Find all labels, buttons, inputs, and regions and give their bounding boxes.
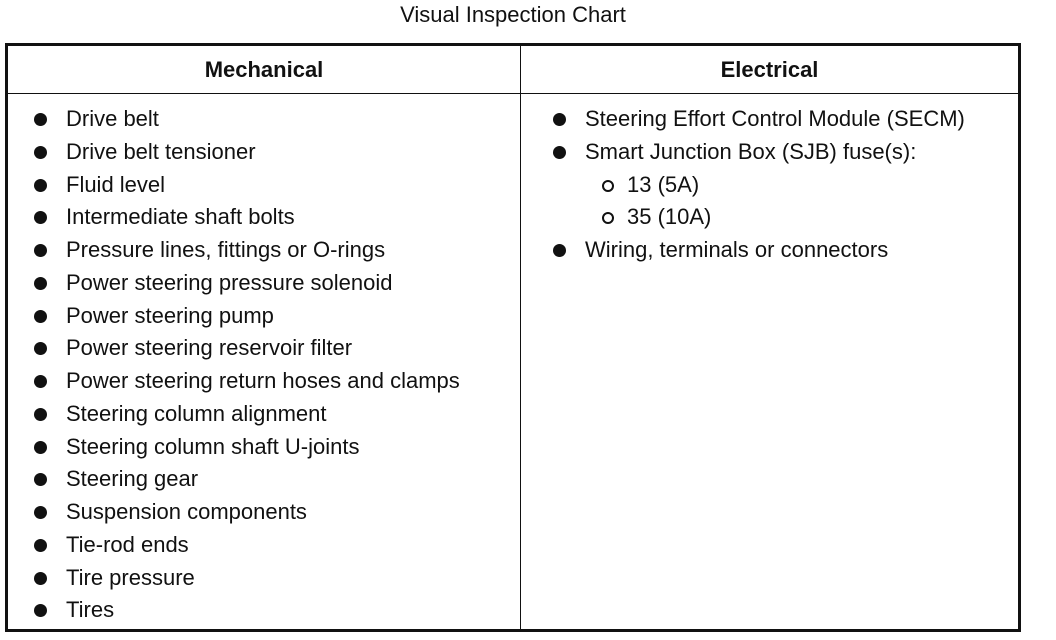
sub-list-item [521,201,1018,234]
list-item [8,562,520,595]
list-item-label: Intermediate shaft bolts [66,204,295,230]
list-item-label: Tie-rod ends [66,531,189,557]
list-item [8,300,520,333]
list-item [8,267,520,300]
electrical-header: Electrical [521,46,1018,94]
list-item [8,136,520,169]
list-item [8,169,520,202]
list-item-label: Power steering reservoir filter [66,335,353,361]
bullet-icon [34,604,47,617]
list-item-label: Tires [66,597,115,623]
fuse-label: 35 (10A) [627,204,712,230]
bullet-icon [34,113,47,126]
bullet-icon [553,146,566,159]
bullet-icon [34,342,47,355]
list-item-label: Fluid level [66,171,166,197]
mechanical-list [8,103,520,627]
list-item-label: Suspension components [66,499,307,524]
bullet-icon [34,539,47,552]
list-item-label: Steering column shaft U-joints [66,433,360,459]
list-item [521,103,1018,136]
electrical-list [521,103,1018,267]
list-item [8,234,520,267]
bullet-icon [553,244,566,257]
electrical-column [521,46,1018,629]
list-item [8,594,520,627]
list-item-label: Drive belt [66,106,159,131]
list-item-label: Steering column alignment [66,400,327,426]
list-item [8,332,520,365]
list-item-label: Steering Effort Control Module (SECM) [585,106,965,131]
bullet-icon [34,408,47,421]
mechanical-header: Mechanical [8,46,520,94]
bullet-icon [34,277,47,290]
list-item-label: Drive belt tensioner [66,138,256,164]
hollow-bullet-icon [602,212,614,224]
inspection-table [5,43,1021,632]
list-item-label: Wiring, terminals or connectors [585,237,889,262]
bullet-icon [553,113,566,126]
bullet-icon [34,473,47,486]
bullet-icon [34,572,47,585]
bullet-icon [34,310,47,323]
list-item [521,136,1018,169]
fuse-label: 13 (5A) [627,171,700,197]
list-item [8,398,520,431]
list-item [8,431,520,464]
list-item-label: Steering gear [66,466,199,492]
list-item [8,496,520,529]
list-item-label: Power steering pressure solenoid [66,269,393,295]
bullet-icon [34,375,47,388]
bullet-icon [34,179,47,192]
list-item-label: Power steering return hoses and clamps [66,368,460,393]
list-item-label: Pressure lines, fittings or O-rings [66,237,386,262]
bullet-icon [34,211,47,224]
list-item [521,234,1018,267]
list-item-label: Tire pressure [66,564,195,590]
chart-title: Visual Inspection Chart [400,2,626,27]
list-item-label: Smart Junction Box (SJB) fuse(s): [585,138,917,164]
bullet-icon [34,146,47,159]
mechanical-column [8,46,521,629]
list-item [8,201,520,234]
bullet-icon [34,506,47,519]
hollow-bullet-icon [602,180,614,192]
list-item [8,529,520,562]
list-item [8,103,520,136]
list-item [8,463,520,496]
sub-list-item [521,169,1018,202]
list-item-label: Power steering pump [66,302,274,328]
bullet-icon [34,441,47,454]
list-item [8,365,520,398]
bullet-icon [34,244,47,257]
